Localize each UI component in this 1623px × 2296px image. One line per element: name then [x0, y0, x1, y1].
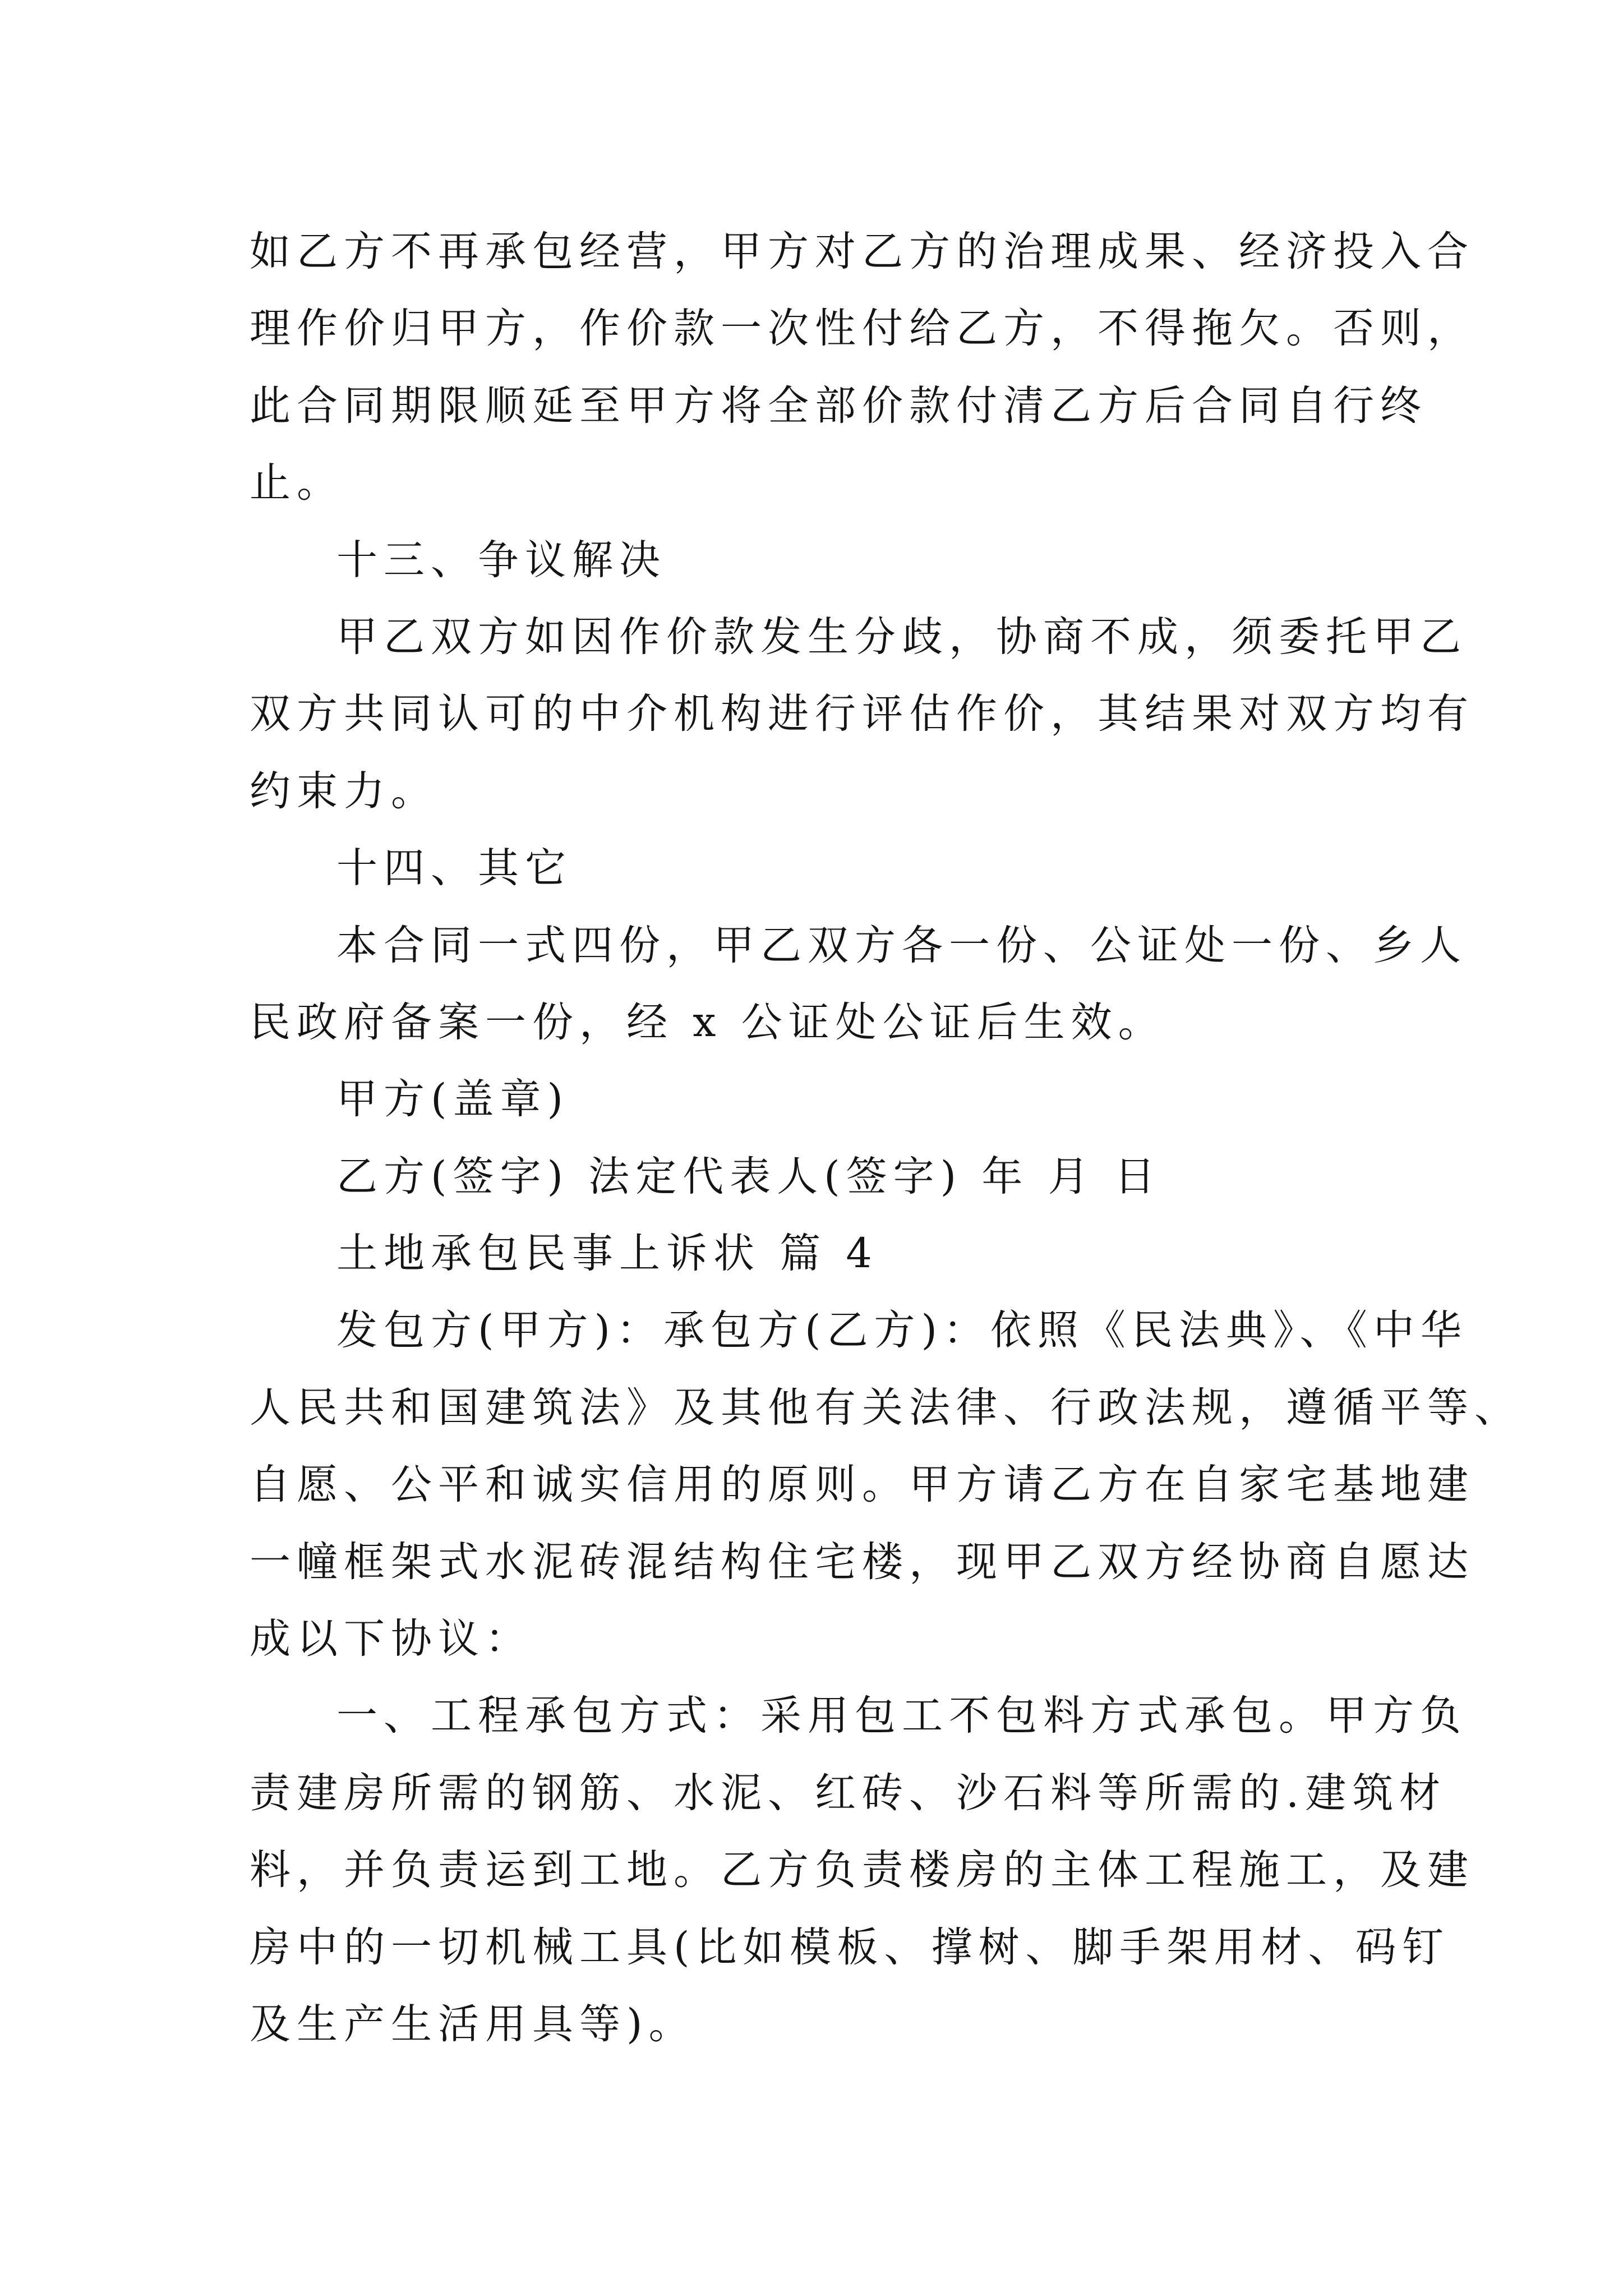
text-line: 及生产生活用具等)。 — [250, 2000, 696, 2048]
text-line: 成以下协议： — [250, 1615, 532, 1663]
signature-line-party-a: 甲方(盖章) — [336, 1075, 569, 1124]
section-heading: 十三、争议解决 — [336, 536, 666, 584]
text-line: 自愿、公平和诚实信用的原则。甲方请乙方在自家宅基地建 — [250, 1461, 1474, 1509]
text-line: 一、工程承包方式：采用包工不包料方式承包。甲方负 — [336, 1692, 1467, 1740]
section-heading: 十四、其它 — [336, 844, 572, 892]
document-title: 土地承包民事上诉状 篇 4 — [336, 1230, 878, 1278]
document-page — [250, 213, 1521, 2063]
signature-line-party-b: 乙方(签字) 法定代表人(签字) 年 月 日 — [336, 1152, 1161, 1200]
text-line: 如乙方不再承包经营，甲方对乙方的治理成果、经济投入合 — [250, 228, 1474, 275]
text-line: 发包方(甲方)：承包方(乙方)：依照《民法典》、《中华 — [336, 1306, 1468, 1355]
text-line: 民政府备案一份，经 x 公证处公证后生效。 — [250, 998, 1165, 1046]
text-line: 约束力。 — [250, 767, 438, 815]
text-line: 房中的一切机械工具(比如模板、撑树、脚手架用材、码钉 — [250, 1923, 1450, 1971]
text-line: 人民共和国建筑法》及其他有关法律、行政法规，遵循平等、 — [250, 1383, 1521, 1432]
text-line: 甲乙双方如因作价款发生分歧，协商不成，须委托甲乙 — [336, 613, 1467, 661]
text-line: 料，并负责运到工地。乙方负责楼房的主体工程施工，及建 — [250, 1846, 1474, 1894]
text-line: 理作价归甲方，作价款一次性付给乙方，不得拖欠。否则， — [250, 305, 1474, 353]
text-line: 双方共同认可的中介机构进行评估作价，其结果对双方均有 — [250, 690, 1474, 738]
text-line: 止。 — [250, 459, 344, 507]
text-line: 此合同期限顺延至甲方将全部价款付清乙方后合同自行终 — [250, 381, 1427, 430]
text-line: 一幢框架式水泥砖混结构住宅楼，现甲乙双方经协商自愿达 — [250, 1538, 1474, 1586]
text-line: 本合同一式四份，甲乙双方各一份、公证处一份、乡人 — [336, 921, 1467, 969]
text-line: 责建房所需的钢筋、水泥、红砖、沙石料等所需的.建筑材 — [250, 1769, 1447, 1817]
